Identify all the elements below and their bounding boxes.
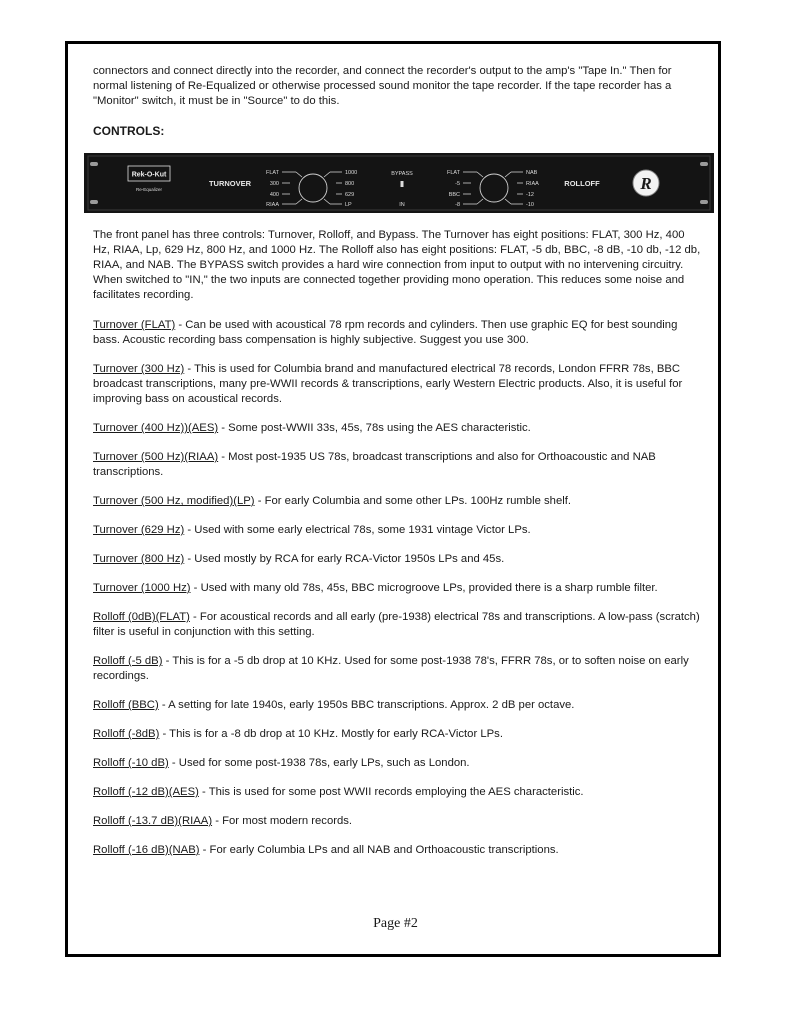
- list-item: [93, 494, 703, 509]
- svg-text:400: 400: [269, 192, 279, 198]
- svg-text:RIAA: RIAA: [526, 181, 539, 187]
- rack-slot-icon: [700, 162, 708, 166]
- setting-term: Rolloff (-13.7 dB)(RIAA): [93, 815, 213, 827]
- svg-text:300: 300: [269, 181, 279, 187]
- svg-text:-12: -12: [526, 192, 534, 198]
- setting-term: Turnover (629 Hz): [93, 524, 185, 536]
- rack-slot-icon: [90, 200, 98, 204]
- list-item: [93, 318, 703, 348]
- setting-term: Rolloff (-8dB): [93, 728, 160, 740]
- list-item: [93, 581, 703, 596]
- svg-text:NAB: NAB: [526, 170, 538, 176]
- rack-slot-icon: [90, 162, 98, 166]
- list-item: [93, 552, 703, 567]
- setting-term: Turnover (800 Hz): [93, 553, 185, 565]
- rolloff-label: ROLLOFF: [564, 179, 600, 188]
- setting-term: Rolloff (-10 dB): [93, 757, 169, 769]
- setting-term: Turnover (1000 Hz): [93, 582, 191, 594]
- list-item: [93, 727, 703, 742]
- settings-list: [93, 318, 703, 872]
- setting-term: Rolloff (-5 dB): [93, 655, 163, 667]
- list-item: [93, 698, 703, 713]
- list-item: [93, 814, 703, 829]
- page-number: Page #2: [373, 916, 418, 931]
- svg-text:-8: -8: [455, 202, 460, 208]
- svg-text:FLAT: FLAT: [446, 170, 460, 176]
- setting-text: - Can be used with acoustical 78 rpm records and cylinders. Then use graphic EQ for best sounding bass. Acoustic recording bass compensation is highly subjective. Suggest you use 300.: [93, 319, 678, 346]
- svg-text:800: 800: [345, 181, 355, 187]
- list-item: [93, 756, 703, 771]
- list-item: [93, 421, 703, 436]
- list-item: [93, 523, 703, 538]
- setting-text: - Used with some early electrical 78s, some 1931 vintage Victor LPs.: [184, 524, 531, 536]
- setting-text: - For early Columbia LPs and all NAB and Orthoacoustic transcriptions.: [199, 844, 559, 856]
- list-item: [93, 362, 703, 407]
- setting-term: Rolloff (BBC): [93, 699, 159, 711]
- front-panel-image: [84, 153, 714, 213]
- model-name: Re-Equalizer: [135, 187, 163, 192]
- svg-text:LP: LP: [345, 202, 352, 208]
- setting-text: - This is used for Columbia brand and manufactured electrical 78 records, London FFRR 78s, BBC broadcast transcriptions, many pre-WWII records & transcriptions, early Western Electric products. Also, it is useful for improving bass on acoustical records.: [93, 363, 683, 405]
- intro-paragraph: connectors and connect directly into the recorder, and connect the recorder's output to the amp's "Tape In." Then for normal listening of Re-Equalized or otherwise processed sound monitor the tape recorder. If the tape recorder has a "Monitor" switch, it must be in "Source" to do this.: [93, 65, 672, 107]
- setting-text: - Used mostly by RCA for early RCA-Victor 1950s LPs and 45s.: [184, 553, 505, 565]
- list-item: [93, 843, 703, 858]
- brand-logo: Rek-O-Kut: [131, 171, 167, 179]
- setting-text: - For early Columbia and some other LPs. 100Hz rumble shelf.: [254, 495, 572, 507]
- toggle-switch-icon: [401, 181, 404, 187]
- svg-text:BBC: BBC: [448, 192, 460, 198]
- setting-text: - Some post-WWII 33s, 45s, 78s using the AES characteristic.: [218, 422, 531, 434]
- svg-text:629: 629: [345, 192, 355, 198]
- svg-text:FLAT: FLAT: [265, 170, 279, 176]
- list-item: [93, 654, 703, 684]
- setting-term: Rolloff (-12 dB)(AES): [93, 786, 199, 798]
- setting-text: - This is for a -5 db drop at 10 KHz. Used for some post-1938 78's, FFRR 78s, or to soften noise on early recordings.: [93, 655, 689, 682]
- setting-term: Turnover (500 Hz, modified)(LP): [93, 495, 255, 507]
- setting-term: Turnover (400 Hz))(AES): [93, 422, 219, 434]
- list-item: [93, 450, 703, 480]
- setting-text: - This is for a -8 db drop at 10 KHz. Mostly for early RCA-Victor LPs.: [159, 728, 503, 740]
- rack-slot-icon: [700, 200, 708, 204]
- list-item: [93, 785, 703, 800]
- svg-text:-10: -10: [526, 202, 534, 208]
- panel-description: The front panel has three controls: Turnover, Rolloff, and Bypass. The Turnover has eight positions: FLAT, 300 Hz, 400 Hz, RIAA, Lp, 629 Hz, 800 Hz, and 1000 Hz. The Rolloff also has eight positions: FLAT, -5 db, BBC, -8 dB, -10 db, -12 db, RIAA, and NAB. The BYPASS switch provides a hard wire connection from input to output with no intervening circuitry. When switched to "IN," the two inputs are connected together providing mono operation. This reduces some noise and facilitates recording.: [93, 229, 701, 301]
- setting-text: - Most post-1935 US 78s, broadcast transcriptions and also for Orthoacoustic and NAB transcriptions.: [93, 451, 656, 478]
- turnover-label: TURNOVER: [208, 179, 252, 188]
- badge-letter: R: [640, 174, 652, 193]
- setting-text: - For most modern records.: [212, 815, 353, 827]
- setting-term: Rolloff (-16 dB)(NAB): [93, 844, 200, 856]
- controls-heading: CONTROLS:: [93, 124, 165, 138]
- bypass-in-label: IN: [399, 202, 405, 208]
- setting-text: - Used for some post-1938 78s, early LPs, such as London.: [168, 757, 470, 769]
- setting-text: - For acoustical records and all early (pre-1938) electrical 78s and transcriptions. A low-pass (scratch) filter is useful in conjunction with this setting.: [93, 611, 700, 638]
- setting-text: - This is used for some post WWII records employing the AES characteristic.: [198, 786, 584, 798]
- setting-term: Turnover (500 Hz)(RIAA): [93, 451, 219, 463]
- bypass-label: BYPASS: [391, 171, 413, 177]
- setting-text: - Used with many old 78s, 45s, BBC microgroove LPs, provided there is a sharp rumble filter.: [190, 582, 658, 594]
- list-item: [93, 610, 703, 640]
- svg-text:RIAA: RIAA: [266, 202, 279, 208]
- setting-term: Rolloff (0dB)(FLAT): [93, 611, 190, 623]
- setting-term: Turnover (FLAT): [93, 319, 176, 331]
- setting-term: Turnover (300 Hz): [93, 363, 185, 375]
- svg-text:1000: 1000: [345, 170, 358, 176]
- setting-text: - A setting for late 1940s, early 1950s BBC transcriptions. Approx. 2 dB per octave.: [158, 699, 575, 711]
- svg-text:-5: -5: [455, 181, 460, 187]
